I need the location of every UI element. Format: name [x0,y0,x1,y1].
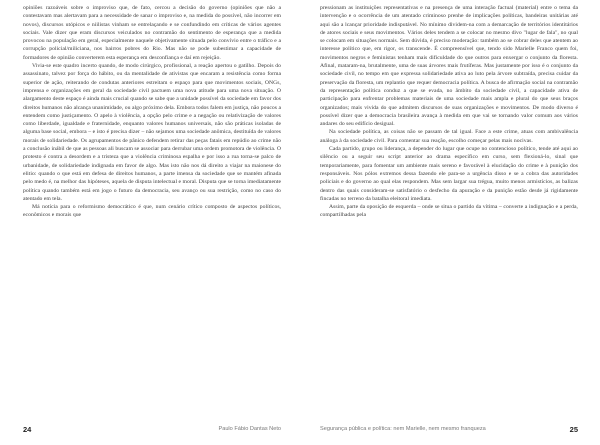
paragraph: opiniões razoáveis sobre o improviso que, de fato, cercou a decisão do governo (opiniões que não a contestavam mas alertavam para a necessidade de sanar o improviso e, na medida do possível, não incorrer em novos), discursos utópicos e niilistas vinham se entrelaçando e se confundindo em críticas de vários agentes sociais. Vale dizer que eram discursos veiculados no contramão do sentimento de esperança que a medida provocou na população em geral, especialmente naquele objetivamente situada pelo convívio entre o tráfico e a corrupção policial/miliciana, nos bairros pobres do Rio. Mas não se pode subestimar a capacidade de formadores de opinião converterem esta esperança em desconfiança e daí em rejeição. [23,5,281,61]
page-number: 24 [23,425,32,434]
paragraph: Má notícia para o reformismo democrático é que, num cenário crítico composto de aspectos políticos, econômicos e morais que [23,204,281,219]
paragraph: Na sociedade política, as coisas não se passam de tal igual. Face a este crime, atuas com ambivalência análoga à da sociedade civil. Para comentar sua reação, escolho começar pelas mais nocivas. [320,129,578,144]
paragraph: Vivia-se este quadro incerto quando, de modo cirúrgico, profissional, a reação apertou o gatilho. Depois do assassinato, talvez por força do hábito, ou da mentalidade de ativistas que encaram a resistência como forma superior de ação, reiterando de condutas anteriores estreitam o espaço para que movimentos sociais, ONGs, imprensa e organizações em geral da sociedade civil pactuem uma nova atitude para uma nova situação. O alargamento deste espaço é ainda mais crucial quando se sabe que a unidade possível da sociedade em favor dos direitos humanos não alcança unanimidade, ou algo próximo dela. Embora todos falem em justiça, não poucos a entendem como justiçamento. O apelo à violência, a opção pelo crime e a negação ou relativização de valores como liberdade, igualdade e fraternidade, enquanto valores humanos universais, não são práticas isoladas de alguma base social, embora – e isto é precisa dizer – não sejamos uma sociedade anômica, destituída de valores morais de solidariedade. Os agrupamentos de pânico defendem retirar das peças fatais em repúdio ao crime não a conclusão inábil de que as pessoas ali buscam se associar para derrubar uma ordem promotora de violência. O protesto é contra a desordem e a tristeza que a violência criminosa espalha e por isso a rua torna-se palco de urbanidade, de solidariedade indignada em favor de algo. Mas isto não nos dá direito a viajar na maionese do elitio: quando o que está em defesa de direitos humanos, a parte imensa da sociedade que se mantém afinada pelo medo é, na melhor das hipóteses, aquela de disputa intelectual e moral. Disputa que se torna imediatamente política quando também está em jogo o futuro da democracia, seu avanço ou sua restrição, como no caso do atentado em tela. [23,63,281,202]
left-footer [23,425,281,437]
right-footer [320,425,578,437]
paragraph: Assim, parte da oposição de esquerda – onde se situa o partido da vítima – converte a indignação e a perda, compartilhadas pela [320,204,578,219]
running-title: Segurança pública e política: nem Marielle, nem mesmo franqueza [320,426,486,432]
right-text-column [320,4,578,220]
paragraph: Cada partido, grupo ou liderança, a depender do lugar que ocupe no contencioso político, tende até aqui ao silêncio ou a seguir seu script anterior ao drama específico em curso, sem flexioná-lo, sinal que temporariamente, para fomentar um ambiente mais sereno e favorável à elucidação do crime e à punição dos responsáveis. Nos pólos extremos dessa fazendo ele para-se a urgência disso e se a cobra das autoridades policiais e do governo ao qual elas respondem. Mas sem largar sua trégua, muito menos armistícios, as balizas dentro das quais consideram-se satisfatório o desfecho da apuração e da punição estão desde já rigidamente fincadas no terreno da batalha eleitoral imediata. [320,146,578,202]
right-page [300,0,600,445]
paragraph: pressionam as instituições representativas e na presença de uma interação factual (material) entre o tema da intervenção e o ocorrência de um atentado criminoso prenhe de implicações políticas, bandeiras unitárias até aqui são a lcançar prioridade indisputável. No mínimo dividem-na com a demarcação de territórios identitários de atores sociais e seus movimentos. Vários deles tendem a se colocar no mesmo divo "lugar de fala", no qual se colocam em situações normais. Sem dúvida, é preciso moderação: também ao se cobrar deles que atentem ao interesse político que, em rigor, os transcende. É compreensível que, tendo sido Marielle Franco quem foi, movimentos negros e feministas tenham mais dificuldade do que outros para enxergar o conjunto da floresta. Afinal, mataram-na, brutalmente, uma de suas árvores mais frutíferas. Mas justamente por isso é o conjunto da sociedade civil, no tempo em que expressa solidariedade ativa ao luto pela árvore subtraída, precisa cuidar da preservação da floresta, um replantio que requer democracia política. A busca de afirmação social na contramão da representação política conduz a que se evada, no âmbito da sociedade civil, a capacidade ativa de participação para enfrentar problemas materiais de uma sociedade mais ampla e plural do que seus braços organizados; mais vivida do que admitem discursos de suas organizações e movimentos. De modo diverso é possível dizer que a democracia brasileira avança à medida em que vai se tornando valor comum aos vários andares do seu edifício desigual. [320,5,578,128]
running-author: Paulo Fábio Dantas Neto [218,426,281,432]
left-text-column [23,4,281,220]
page-number: 25 [569,425,578,434]
